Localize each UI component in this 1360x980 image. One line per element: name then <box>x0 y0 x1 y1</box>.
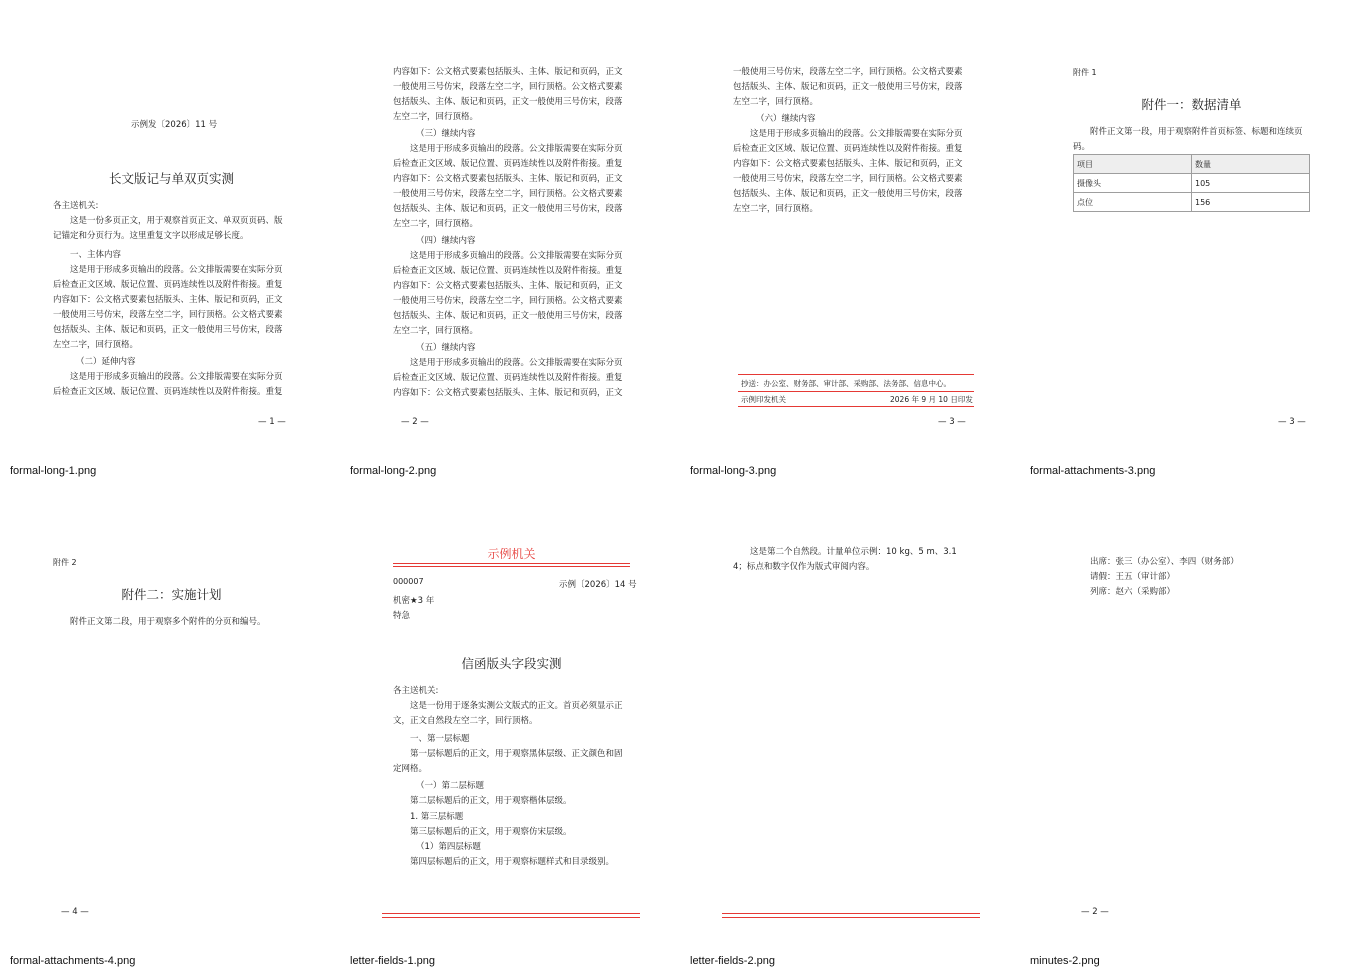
page-preview <box>1020 0 1360 460</box>
cc-list: 抄送：办公室、财务部、审计部、采购部、法务部、信息中心。 <box>741 379 951 388</box>
attachment-title: 附件二：实施计划 <box>121 587 222 602</box>
body-paragraph: 内容如下：公文格式要素包括版头、主体、版记和页码，正文一般使用三号仿宋，段落左空二字，回行顶格。公文格式要素包括版头、主体、版记和页码，正文一般使用三号仿宋，段落左空二字，回行顶格。 <box>393 67 623 122</box>
file-caption: formal-attachments-4.png <box>10 955 136 967</box>
attachment-body: 附件正文第一段，用于观察附件首页标签、标题和连续页码。 <box>1073 127 1303 152</box>
body-paragraph: 第四层标题后的正文，用于观察标题样式和目录级别。 <box>410 857 615 867</box>
footer-rule-bottom <box>382 917 640 918</box>
doc-number: 示例发〔2026〕11 号 <box>131 120 218 130</box>
body-paragraph: 第二层标题后的正文，用于观察楷体层级。 <box>410 796 572 806</box>
heading-level1: 一、第一层标题 <box>410 734 470 744</box>
recipient: 各主送机关: <box>53 201 99 211</box>
footer-rule-top <box>382 913 640 914</box>
file-caption: formal-long-3.png <box>690 465 777 477</box>
column-header: 数量 <box>1192 155 1310 174</box>
table-row <box>1074 174 1310 193</box>
attachment-label: 附件 2 <box>53 558 77 567</box>
page-number: — 3 — <box>938 417 966 427</box>
page-preview <box>340 490 680 950</box>
thumbnail-formal-attachments-3[interactable] <box>1020 0 1360 490</box>
file-caption: letter-fields-1.png <box>350 955 435 967</box>
absentees: 请假：王五（审计部） <box>1090 572 1176 582</box>
table-cell: 156 <box>1192 193 1310 212</box>
thumbnail-letter-fields-1[interactable] <box>340 490 680 980</box>
secrecy-level: 机密★3 年 <box>393 596 435 606</box>
file-caption: formal-long-1.png <box>10 465 97 477</box>
body-paragraph: 这是用于形成多页输出的段落。公文排版需要在实际分页后检查正文区域、版记位置、页码连续性以及附件衔接。重复内容如下：公文格式要素包括版头、主体、版记和页码，正文一般使用三号仿宋，段落左空二字，回行顶格。公文格式要素包括版头、主体、版记和页码，正文一般使用三号仿宋，段落左空二字，回行顶格。 <box>733 129 963 214</box>
page-number: — 4 — <box>61 907 89 917</box>
heading-level2: （六）继续内容 <box>756 114 816 124</box>
page-preview <box>0 0 340 460</box>
urgency-level: 特急 <box>393 611 411 621</box>
colophon-bottom-rule <box>738 406 974 407</box>
page-title: 长文版记与单双页实测 <box>108 171 234 186</box>
page-number: — 1 — <box>258 417 286 427</box>
footer-rule-bottom <box>722 917 980 918</box>
heading-level2: （三）继续内容 <box>416 129 476 139</box>
doc-number: 示例〔2026〕14 号 <box>559 580 637 590</box>
page-title: 信函版头字段实测 <box>461 656 562 671</box>
heading-level2: （二）延伸内容 <box>76 357 136 367</box>
page-preview <box>1020 490 1360 950</box>
file-caption: formal-attachments-3.png <box>1030 465 1156 477</box>
file-caption: formal-long-2.png <box>350 465 437 477</box>
intro-paragraph: 这是一份用于逐条实测公文版式的正文。首页必须显示正文，正文自然段左空二字，回行顶格。 <box>393 701 623 726</box>
colophon-top-rule <box>738 374 974 375</box>
footer-rule-top <box>722 913 980 914</box>
body-paragraph: 第三层标题后的正文，用于观察仿宋层级。 <box>410 827 572 837</box>
thumbnail-formal-long-3[interactable] <box>680 0 1020 490</box>
recipient: 各主送机关: <box>393 686 439 696</box>
attachment-label: 附件 1 <box>1073 68 1097 77</box>
body-paragraph: 一般使用三号仿宋，段落左空二字，回行顶格。公文格式要素包括版头、主体、版记和页码，正文一般使用三号仿宋，段落左空二字，回行顶格。 <box>733 67 963 107</box>
heading-level2: （一）第二层标题 <box>416 781 485 791</box>
body-paragraph: 这是用于形成多页输出的段落。公文排版需要在实际分页后检查正文区域、版记位置、页码连续性以及附件衔接。重复内容如下：公文格式要素包括版头、主体、版记和页码，正文一般使用三号仿宋，段落左空二字，回行顶格。公文格式要素包括版头、主体、版记和页码，正文一般使用三号仿宋，段落左空二字，回行顶格。 <box>53 265 283 350</box>
table-row <box>1074 193 1310 212</box>
thumbnail-formal-attachments-4[interactable] <box>0 490 340 980</box>
issuing-org-name: 示例机关 <box>487 547 536 561</box>
attachment-body: 附件正文第二段，用于观察多个附件的分页和编号。 <box>70 617 266 627</box>
body-paragraph: 这是用于形成多页输出的段落。公文排版需要在实际分页后检查正文区域、版记位置、页码连续性以及附件衔接。重复内容如下：公文格式要素包括版头、主体、版记和页码，正文一般使用三号仿宋，段落左空二字，回行顶格。公文格式要素包括版头、主体、版记和页码，正文一般使用三号仿宋，段落左空二字，回行顶格。 <box>393 144 623 229</box>
attachment-title: 附件一：数据清单 <box>1141 97 1242 112</box>
heading-level3: 1. 第三层标题 <box>410 812 464 822</box>
thumbnail-formal-long-2[interactable] <box>340 0 680 490</box>
page-preview <box>340 0 680 460</box>
body-paragraph: 这是用于形成多页输出的段落。公文排版需要在实际分页后检查正文区域、版记位置、页码连续性以及附件衔接。重复 <box>53 372 283 397</box>
body-paragraph: 第一层标题后的正文，用于观察黑体层级、正文颜色和固定网格。 <box>393 749 623 774</box>
body-paragraph: 这是第二个自然段。计量单位示例：10 kg、5 m、3.14；标点和数字仅作为版式审阅内容。 <box>733 547 957 572</box>
heading-level1: 一、主体内容 <box>70 250 122 260</box>
table-header-row <box>1074 155 1310 174</box>
page-number: — 2 — <box>401 417 429 427</box>
column-header: 项目 <box>1074 155 1192 174</box>
table-cell: 105 <box>1192 174 1310 193</box>
observers: 列席：赵六（采购部） <box>1090 587 1176 597</box>
table-cell: 摄像头 <box>1074 174 1192 193</box>
page-preview <box>0 490 340 950</box>
thumbnail-formal-long-1[interactable] <box>0 0 340 490</box>
intro-paragraph: 这是一份多页正文，用于观察首页正文、单双页页码、版记锚定和分页行为。这里重复文字以形成足够长度。 <box>53 216 283 241</box>
page-preview <box>680 0 1020 460</box>
file-caption: minutes-2.png <box>1030 955 1100 967</box>
issuer: 示例印发机关 <box>741 395 786 404</box>
thumbnail-minutes-2[interactable] <box>1020 490 1360 980</box>
table-cell: 点位 <box>1074 193 1192 212</box>
page-preview <box>680 490 1020 950</box>
body-paragraph: 这是用于形成多页输出的段落。公文排版需要在实际分页后检查正文区域、版记位置、页码连续性以及附件衔接。重复内容如下：公文格式要素包括版头、主体、版记和页码，正文 <box>393 358 623 398</box>
page-number: — 2 — <box>1081 907 1109 917</box>
thumbnail-letter-fields-2[interactable] <box>680 490 1020 980</box>
issue-date: 2026 年 9 月 10 日印发 <box>890 395 973 404</box>
serial-number: 000007 <box>393 577 424 586</box>
header-rule-bottom <box>393 566 630 567</box>
heading-level2: （五）继续内容 <box>416 343 476 353</box>
header-rule-top <box>393 563 630 564</box>
data-table <box>1073 154 1310 212</box>
heading-level2: （四）继续内容 <box>416 236 476 246</box>
attendees: 出席：张三（办公室）、李四（财务部） <box>1090 557 1239 567</box>
body-paragraph: 这是用于形成多页输出的段落。公文排版需要在实际分页后检查正文区域、版记位置、页码连续性以及附件衔接。重复内容如下：公文格式要素包括版头、主体、版记和页码，正文一般使用三号仿宋，段落左空二字，回行顶格。公文格式要素包括版头、主体、版记和页码，正文一般使用三号仿宋，段落左空二字，回行顶格。 <box>393 251 623 336</box>
page-number: — 3 — <box>1278 417 1306 427</box>
file-caption: letter-fields-2.png <box>690 955 775 967</box>
heading-level4: （1）第四层标题 <box>416 842 481 852</box>
